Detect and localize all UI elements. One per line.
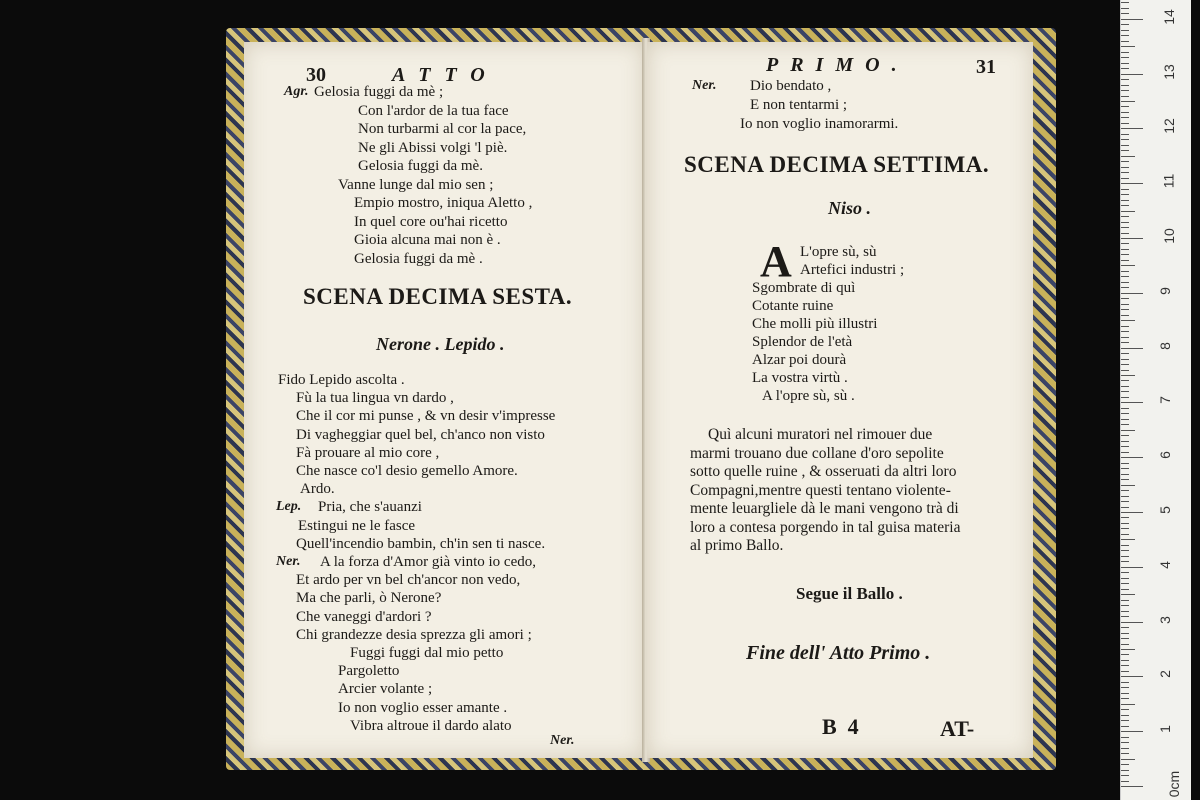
ruler-tick — [1121, 413, 1129, 414]
text-line: Chi grandezze desia sprezza gli amori ; — [296, 626, 532, 643]
ruler-tick — [1121, 731, 1143, 732]
ruler-tick — [1121, 161, 1129, 162]
ruler-tick — [1121, 96, 1129, 97]
scene-title-right: SCENA DECIMA SETTIMA. — [684, 152, 990, 177]
ruler-tick — [1121, 671, 1129, 672]
catchword-left: Ner. — [550, 733, 575, 748]
ruler-tick — [1121, 660, 1129, 661]
ruler-tick — [1121, 665, 1129, 666]
ruler-tick — [1121, 545, 1129, 546]
ruler-tick — [1121, 172, 1129, 173]
ruler-tick — [1121, 698, 1129, 699]
ruler-tick — [1121, 79, 1129, 80]
ruler-tick — [1121, 424, 1129, 425]
ruler-tick — [1121, 326, 1129, 327]
ruler-tick — [1121, 490, 1129, 491]
ruler-tick — [1121, 139, 1129, 140]
ruler-tick — [1121, 254, 1129, 255]
ruler-tick — [1121, 786, 1143, 787]
ruler-tick — [1121, 759, 1135, 760]
ruler-tick — [1121, 243, 1129, 244]
text-line: Che molli più illustri — [752, 316, 878, 332]
fine-line: Fine dell' Atto Primo . — [746, 642, 931, 664]
text-line: Et ardo per vn bel ch'ancor non vedo, — [296, 572, 521, 589]
measuring-ruler — [1120, 0, 1191, 800]
ruler-tick — [1121, 293, 1143, 294]
ruler-tick — [1121, 644, 1129, 645]
text-line: Artefici industri ; — [800, 262, 905, 278]
ruler-tick — [1121, 600, 1129, 601]
text-line: Quell'incendio bambin, ch'in sen ti nasce. — [296, 535, 546, 552]
ruler-tick — [1121, 359, 1129, 360]
ruler-tick — [1121, 654, 1129, 655]
ruler-tick — [1121, 337, 1129, 338]
ruler-tick — [1121, 402, 1143, 403]
ruler-tick — [1121, 616, 1129, 617]
ruler-tick — [1121, 605, 1129, 606]
ruler-tick — [1121, 189, 1129, 190]
ruler-tick — [1121, 452, 1129, 453]
ruler-tick — [1121, 200, 1129, 201]
ruler-tick — [1121, 627, 1129, 628]
ruler-tick — [1121, 238, 1143, 239]
ruler-tick — [1121, 561, 1129, 562]
scene-title-left: SCENA DECIMA SESTA. — [303, 284, 573, 309]
ruler-tick — [1121, 2, 1129, 3]
ruler-tick — [1121, 594, 1135, 595]
ruler-tick — [1121, 315, 1129, 316]
ruler-tick — [1121, 19, 1143, 20]
ruler-tick — [1121, 216, 1129, 217]
ruler-tick — [1121, 770, 1129, 771]
ruler-tick — [1121, 435, 1129, 436]
text-line: Estingui ne le fasce — [298, 517, 416, 534]
ruler-tick — [1121, 468, 1129, 469]
segue-line: Segue il Ballo . — [796, 584, 903, 603]
ruler-tick — [1121, 556, 1129, 557]
text-line: sotto quelle ruine , & osseruati da altri loro — [690, 463, 957, 480]
speaker-label-right: Ner. — [692, 78, 717, 93]
ruler-tick — [1121, 57, 1129, 58]
ruler-tick — [1121, 304, 1129, 305]
ruler-tick — [1121, 117, 1129, 118]
ruler-tick — [1121, 501, 1129, 502]
ruler-tick — [1121, 474, 1129, 475]
text-line: Gelosia fuggi da mè . — [354, 250, 483, 267]
ruler-label: 9 — [1156, 286, 1173, 295]
ruler-tick — [1121, 523, 1129, 524]
ruler-tick — [1121, 550, 1129, 551]
ruler-tick — [1121, 156, 1135, 157]
ruler-label: 6 — [1156, 451, 1173, 460]
text-line: marmi trouano due collane d'oro sepolite — [690, 444, 944, 462]
text-line: Non turbarmi al cor la pace, — [358, 121, 527, 137]
text-line: Io non voglio esser amante . — [338, 699, 508, 716]
text-line: Empio mostro, iniqua Aletto , — [354, 195, 533, 211]
ruler-tick — [1121, 320, 1135, 321]
text-line: Pria, che s'auanzi — [318, 499, 422, 516]
ruler-tick — [1121, 441, 1129, 442]
ruler-tick — [1121, 276, 1129, 277]
running-header-right: PRIMO. — [766, 54, 909, 76]
ruler-tick — [1121, 764, 1129, 765]
ruler-label: 12 — [1160, 118, 1177, 135]
text-line: Sgombrate di quì — [752, 280, 856, 296]
ruler-tick — [1121, 145, 1129, 146]
text-line: Gelosia fuggi da mè ; — [314, 84, 444, 100]
ruler-tick — [1121, 715, 1129, 716]
ruler-tick — [1121, 649, 1135, 650]
text-line: Fà prouare al mio core , — [296, 444, 440, 461]
ruler-tick — [1121, 74, 1143, 75]
text-line: E non tentarmi ; — [750, 97, 848, 113]
ruler-tick — [1121, 720, 1129, 721]
ruler-tick — [1121, 282, 1129, 283]
ruler-label: 4 — [1156, 560, 1173, 569]
ruler-tick — [1121, 63, 1129, 64]
ruler-tick — [1121, 572, 1129, 573]
ruler-tick — [1121, 709, 1129, 710]
ruler-label: 8 — [1156, 341, 1173, 350]
ruler-tick — [1121, 13, 1129, 14]
ruler-tick — [1121, 517, 1129, 518]
ruler-tick — [1121, 167, 1129, 168]
ruler-tick — [1121, 496, 1129, 497]
ruler-label: 0cm — [1166, 770, 1183, 798]
ruler-tick — [1121, 112, 1129, 113]
ruler-tick — [1121, 430, 1135, 431]
ruler-tick — [1121, 380, 1129, 381]
ruler-tick — [1121, 298, 1129, 299]
text-line: Con l'ardor de la tua face — [358, 102, 509, 119]
text-line: Ardo. — [300, 481, 335, 498]
ruler-tick — [1121, 479, 1129, 480]
text-line: Cotante ruine — [752, 298, 834, 314]
text-line: Che nasce co'l desio gemello Amore. — [296, 463, 518, 479]
characters-left: Nerone . Lepido . — [376, 334, 505, 354]
ruler-tick — [1121, 309, 1129, 310]
text-line: Pargoletto — [338, 663, 400, 680]
ruler-tick — [1121, 704, 1135, 705]
text-line: Arcier volante ; — [338, 681, 433, 698]
character-right: Niso . — [828, 198, 872, 218]
ruler-tick — [1121, 748, 1129, 749]
text-line: Dio bendato , — [750, 78, 832, 94]
ruler-tick — [1121, 391, 1129, 392]
ruler-tick — [1121, 737, 1129, 738]
text-line: Che il cor mi punse , & vn desir v'impresse — [296, 408, 556, 425]
ruler-label: 3 — [1156, 615, 1173, 624]
speaker-label: Agr. — [284, 84, 309, 99]
text-line: Quì alcuni muratori nel rimouer due — [708, 426, 933, 443]
text-line: Ma che parli, ò Nerone? — [296, 590, 442, 607]
running-header-left: ATTO — [392, 64, 499, 86]
text-line: Lep. — [276, 499, 302, 515]
ruler-tick — [1121, 183, 1143, 184]
ruler-tick — [1121, 178, 1129, 179]
ruler-tick — [1121, 693, 1129, 694]
text-line: La vostra virtù . — [752, 370, 848, 386]
text-line: Alzar poi dourà — [752, 352, 847, 368]
ruler-tick — [1121, 211, 1135, 212]
page-number-left: 30 — [306, 64, 326, 86]
text-line: A l'opre sù, sù . — [762, 388, 855, 404]
ruler-tick — [1121, 589, 1129, 590]
ruler-tick — [1121, 68, 1129, 69]
ruler-tick — [1121, 24, 1129, 25]
ruler-tick — [1121, 249, 1129, 250]
ruler-tick — [1121, 265, 1135, 266]
ruler-tick — [1121, 134, 1129, 135]
text-line: Compagni,mentre questi tentano violente- — [690, 481, 951, 499]
ruler-tick — [1121, 528, 1129, 529]
text-line: Fuggi fuggi dal mio petto — [350, 645, 504, 661]
ruler-label: 10 — [1160, 228, 1177, 244]
ruler-tick — [1121, 446, 1129, 447]
ruler-tick — [1121, 353, 1129, 354]
ruler-label: 14 — [1160, 9, 1177, 25]
ruler-tick — [1121, 781, 1129, 782]
text-line: Ne gli Abissi volgi 'l piè. — [358, 139, 508, 156]
ruler-tick — [1121, 35, 1129, 36]
ruler-label: 13 — [1160, 63, 1177, 80]
ruler-tick — [1121, 726, 1129, 727]
text-line: al primo Ballo. — [690, 537, 784, 554]
ruler-tick — [1121, 633, 1129, 634]
ruler-tick — [1121, 485, 1135, 486]
page-number-right: 31 — [976, 56, 996, 78]
ruler-label: 2 — [1156, 670, 1173, 679]
ruler-tick — [1121, 205, 1129, 206]
text-line: Fido Lepido ascolta . — [278, 372, 405, 388]
ruler-tick — [1121, 90, 1129, 91]
ruler-tick — [1121, 331, 1129, 332]
ruler-tick — [1121, 742, 1129, 743]
ruler-tick — [1121, 408, 1129, 409]
text-line: A la forza d'Amor già vinto io cedo, — [320, 554, 536, 570]
ruler-tick — [1121, 611, 1129, 612]
ruler-tick — [1121, 128, 1143, 129]
ruler-tick — [1121, 123, 1129, 124]
ruler-tick — [1121, 622, 1143, 623]
text-line: Vibra altroue il dardo alato — [350, 717, 512, 734]
ruler-tick — [1121, 687, 1129, 688]
ruler-tick — [1121, 271, 1129, 272]
ruler-tick — [1121, 41, 1129, 42]
ruler-tick — [1121, 222, 1129, 223]
ruler-tick — [1121, 260, 1129, 261]
ruler-tick — [1121, 348, 1143, 349]
ruler-label: 1 — [1156, 725, 1173, 734]
ruler-tick — [1121, 753, 1129, 754]
ruler-tick — [1121, 52, 1129, 53]
ruler-tick — [1121, 578, 1129, 579]
signature-mark: B 4 — [822, 714, 859, 739]
ruler-tick — [1121, 534, 1129, 535]
ruler-tick — [1121, 567, 1143, 568]
ruler-tick — [1121, 364, 1129, 365]
ruler-tick — [1121, 287, 1129, 288]
ruler-tick — [1121, 106, 1129, 107]
ruler-tick — [1121, 507, 1129, 508]
ruler-tick — [1121, 194, 1129, 195]
drop-cap: A — [760, 237, 792, 286]
text-line: Gioia alcuna mai non è . — [354, 232, 501, 248]
text-line: Di vagheggiar quel bel, ch'anco non visto — [296, 426, 545, 443]
ruler-tick — [1121, 539, 1135, 540]
ruler-label: 5 — [1156, 506, 1173, 514]
ruler-tick — [1121, 101, 1135, 102]
text-line: L'opre sù, sù — [800, 244, 877, 260]
ruler-tick — [1121, 375, 1135, 376]
text-line: Splendor de l'età — [752, 334, 853, 350]
ruler-tick — [1121, 775, 1129, 776]
ruler-tick — [1121, 85, 1129, 86]
ruler-tick — [1121, 150, 1129, 151]
text-line: Io non voglio inamorarmi. — [740, 116, 899, 132]
ruler-tick — [1121, 397, 1129, 398]
ruler-label: 11 — [1160, 173, 1177, 189]
ruler-tick — [1121, 370, 1129, 371]
ruler-tick — [1121, 419, 1129, 420]
text-line: Gelosia fuggi da mè. — [358, 158, 483, 174]
ruler-tick — [1121, 457, 1143, 458]
ruler-tick — [1121, 46, 1135, 47]
text-line: Ner. — [276, 554, 301, 569]
text-line: Fù la tua lingua vn dardo , — [296, 390, 454, 407]
ruler-tick — [1121, 463, 1129, 464]
text-line: Vanne lunge dal mio sen ; — [338, 176, 494, 193]
ruler-tick — [1121, 676, 1143, 677]
ruler-tick — [1121, 233, 1129, 234]
ruler-tick — [1121, 583, 1129, 584]
text-line: In quel core ou'hai ricetto — [354, 213, 508, 230]
text-line: loro a contesa porgendo in tal guisa materia — [690, 518, 961, 536]
ruler-tick — [1121, 386, 1129, 387]
catchword-right: AT- — [940, 716, 975, 741]
ruler-tick — [1121, 638, 1129, 639]
ruler-tick — [1121, 227, 1129, 228]
text-line: mente leuargliele dà le mani vengono trà di — [690, 500, 959, 517]
ruler-tick — [1121, 342, 1129, 343]
ruler-tick — [1121, 8, 1129, 9]
text-line: Che vaneggi d'ardori ? — [296, 608, 432, 625]
ruler-label: 7 — [1156, 396, 1173, 405]
ruler-tick — [1121, 30, 1129, 31]
ruler-tick — [1121, 512, 1143, 513]
ruler-tick — [1121, 682, 1129, 683]
